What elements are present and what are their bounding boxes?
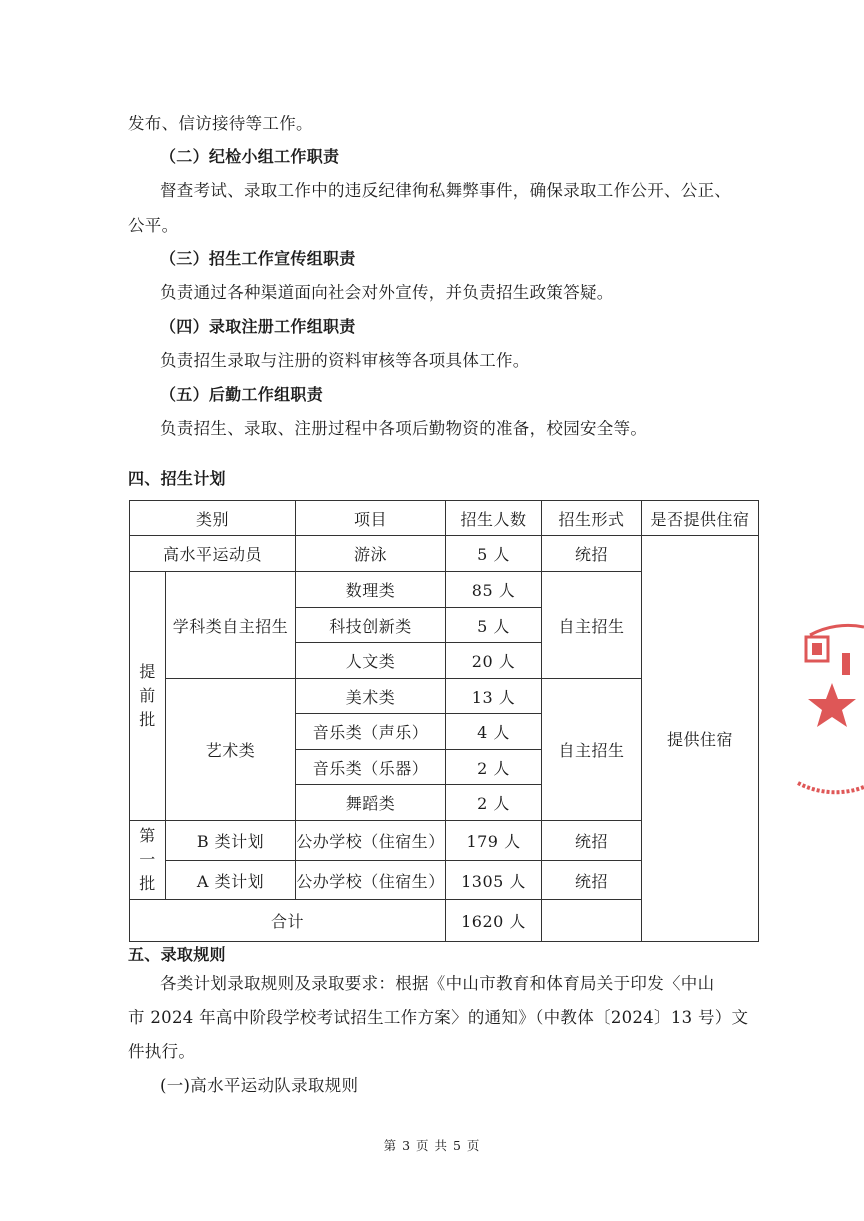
cell-count: 5 人: [446, 536, 542, 572]
cell-count: 85 人: [446, 572, 542, 608]
paragraph-inspection-line2: 公平。: [128, 216, 179, 235]
paragraph-rules-line2: 市 2024 年高中阶段学校考试招生工作方案〉的通知》（中教体〔2024〕13 号）文: [128, 1008, 749, 1027]
cell-count: 2 人: [446, 750, 542, 785]
paragraph-logistics: 负责招生、录取、注册过程中各项后勤物资的准备，校园安全等。: [160, 419, 648, 438]
heading-publicity-group: （三）招生工作宣传组职责: [160, 249, 356, 268]
cell-first-batch: [130, 821, 166, 900]
cell-total-count: 1620 人: [446, 900, 542, 942]
cell-project: 舞蹈类: [296, 785, 446, 821]
header-project: 项目: [296, 501, 446, 536]
subheading-athlete-rules: (一)高水平运动队录取规则: [160, 1076, 359, 1095]
section-title-admission-rules: 五、录取规则: [128, 945, 226, 964]
cell-project: 公办学校（住宿生）: [296, 821, 446, 861]
cell-count: 2 人: [446, 785, 542, 821]
heading-logistics-group: （五）后勤工作组职责: [160, 385, 324, 404]
cell-art-form: 自主招生: [542, 679, 642, 821]
heading-registration-group: （四）录取注册工作组职责: [160, 317, 356, 336]
cell-subject-group: 学科类自主招生: [166, 572, 296, 679]
cell-empty: [542, 900, 642, 942]
table-row: [130, 536, 759, 572]
first-batch-label: 第一批: [139, 826, 156, 893]
official-seal-stamp: [790, 615, 864, 795]
paragraph-inspection-line1: 督查考试、录取工作中的违反纪律徇私舞弊事件，确保录取工作公开、公正、: [160, 181, 732, 200]
cell-project: 美术类: [296, 679, 446, 714]
cell-lodging: 提供住宿: [642, 536, 759, 942]
header-lodging: 是否提供住宿: [642, 501, 759, 536]
cell-project: 音乐类（声乐）: [296, 714, 446, 750]
cell-advance-batch: [130, 572, 166, 821]
cell-category: 高水平运动员: [130, 536, 296, 572]
cell-count: 13 人: [446, 679, 542, 714]
paragraph-registration: 负责招生录取与注册的资料审核等各项具体工作。: [160, 351, 530, 370]
header-form: 招生形式: [542, 501, 642, 536]
header-category: 类别: [130, 501, 296, 536]
cell-subject-form: 自主招生: [542, 572, 642, 679]
cell-form: 统招: [542, 861, 642, 900]
header-count: 招生人数: [446, 501, 542, 536]
section-title-enrollment-plan: 四、招生计划: [128, 469, 226, 488]
cell-total-label: 合计: [130, 900, 446, 942]
cell-project: 人文类: [296, 643, 446, 679]
cell-project: 科技创新类: [296, 608, 446, 643]
cell-project: 公办学校（住宿生）: [296, 861, 446, 900]
paragraph-publicity: 负责通过各种渠道面向社会对外宣传，并负责招生政策答疑。: [160, 283, 614, 302]
cell-project: 音乐类（乐器）: [296, 750, 446, 785]
advance-batch-label: 提前批: [139, 662, 156, 729]
cell-count: 179 人: [446, 821, 542, 861]
enrollment-plan-table: [129, 500, 759, 942]
cell-count: 4 人: [446, 714, 542, 750]
cell-count: 20 人: [446, 643, 542, 679]
page-number-footer: 第 3 页 共 5 页: [383, 1138, 481, 1153]
paragraph-continuation: 发布、信访接待等工作。: [128, 114, 313, 133]
heading-inspection-group: （二）纪检小组工作职责: [160, 147, 340, 166]
cell-count: 1305 人: [446, 861, 542, 900]
cell-plan: A 类计划: [166, 861, 296, 900]
cell-project: 游泳: [296, 536, 446, 572]
table-header-row: [130, 501, 759, 536]
cell-form: 统招: [542, 536, 642, 572]
cell-count: 5 人: [446, 608, 542, 643]
cell-form: 统招: [542, 821, 642, 861]
cell-art-group: 艺术类: [166, 679, 296, 821]
cell-project: 数理类: [296, 572, 446, 608]
cell-plan: B 类计划: [166, 821, 296, 861]
paragraph-rules-line3: 件执行。: [128, 1042, 196, 1061]
paragraph-rules-line1: 各类计划录取规则及录取要求：根据《中山市教育和体育局关于印发〈中山: [160, 974, 715, 993]
